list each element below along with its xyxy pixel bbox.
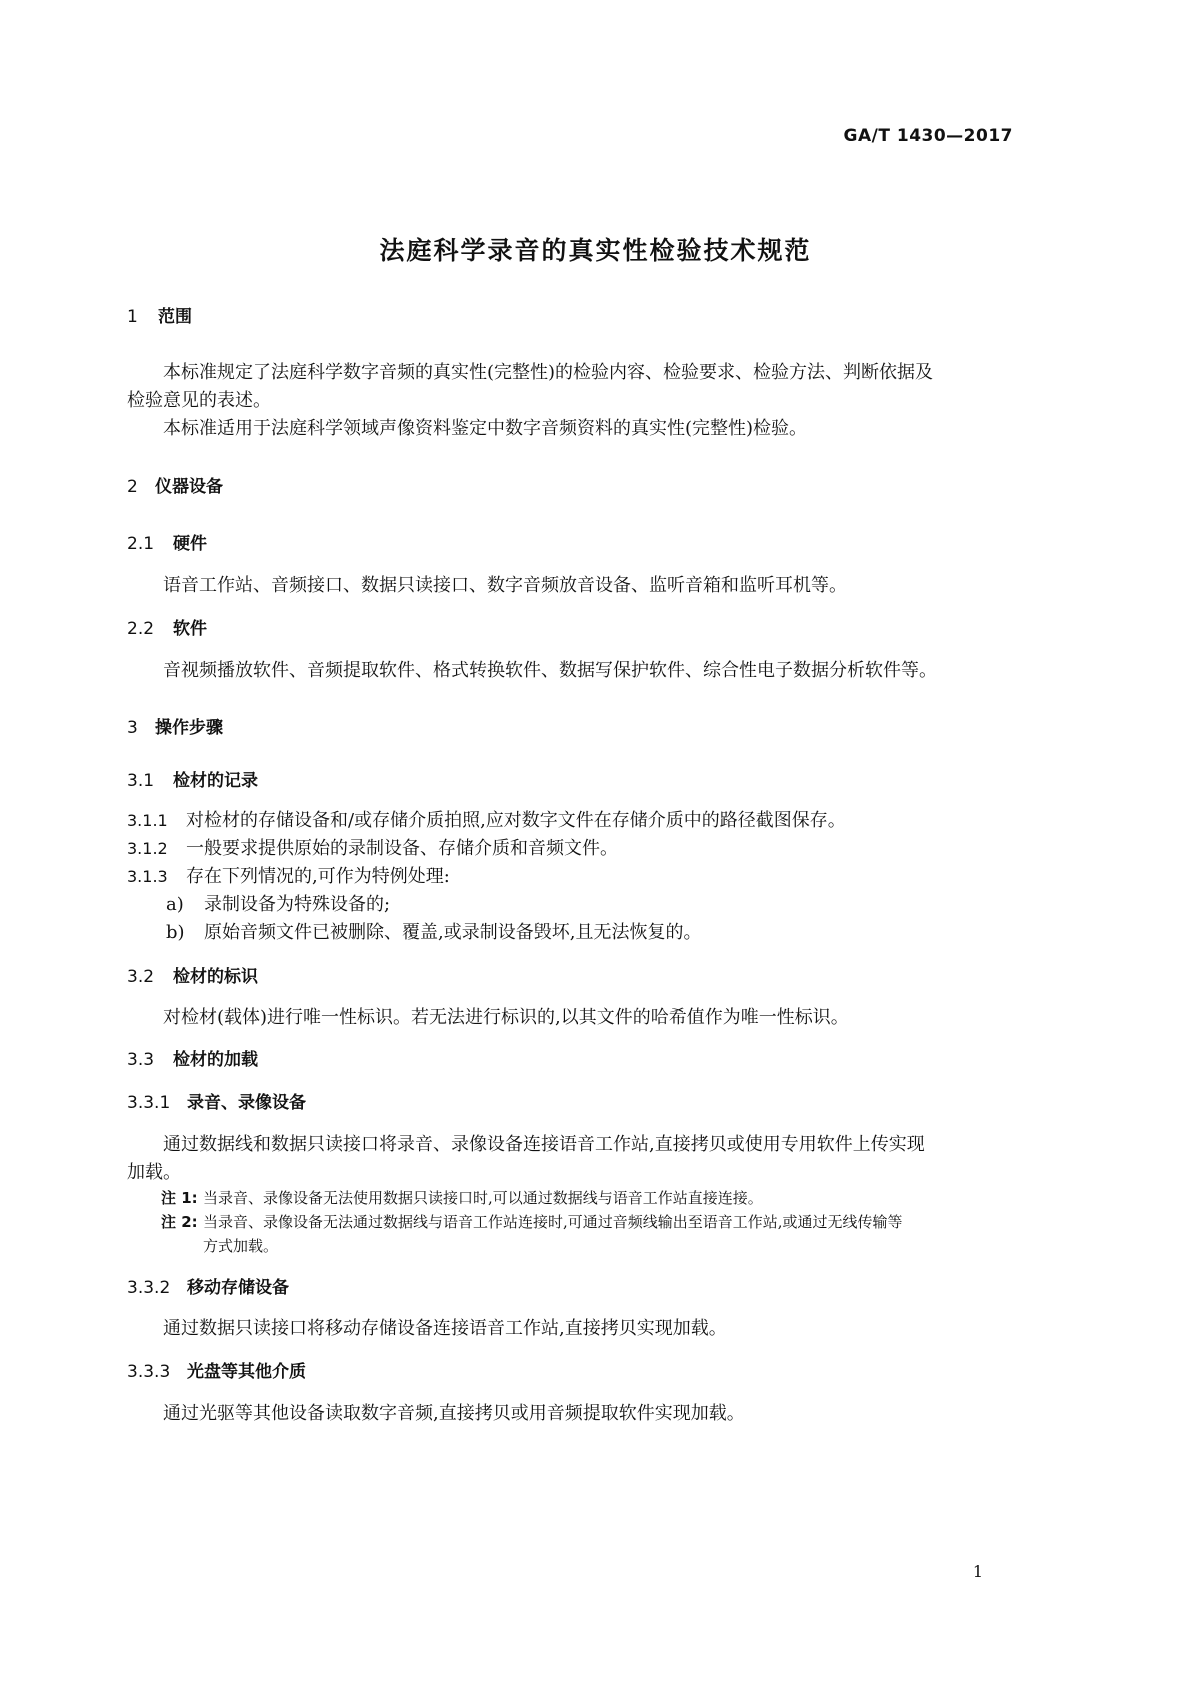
section-3-3-1-paragraph-line-1: 通过数据线和数据只读接口将录音、录像设备连接语音工作站,直接拷贝或使用专用软件上传实现 xyxy=(163,1134,925,1155)
standard-code: GA/T 1430—2017 xyxy=(843,126,1013,146)
section-3-2-heading: 3.2 检材的标识 xyxy=(127,967,258,987)
list-item-a: a) 录制设备为特殊设备的; xyxy=(166,894,391,915)
section-2-1-paragraph: 语音工作站、音频接口、数据只读接口、数字音频放音设备、监听音箱和监听耳机等。 xyxy=(163,575,847,596)
item-3-1-2: 3.1.2 一般要求提供原始的录制设备、存储介质和音频文件。 xyxy=(127,838,618,859)
item-3-1-1: 3.1.1 对检材的存储设备和/或存储介质拍照,应对数字文件在存储介质中的路径截图保存。 xyxy=(127,810,846,831)
section-3-3-1-heading: 3.3.1 录音、录像设备 xyxy=(127,1093,306,1113)
section-1-paragraph-1-line-2: 检验意见的表述。 xyxy=(127,390,271,411)
section-3-3-3-paragraph: 通过光驱等其他设备读取数字音频,直接拷贝或用音频提取软件实现加载。 xyxy=(163,1403,745,1424)
section-2-1-heading: 2.1 硬件 xyxy=(127,534,207,554)
section-2-heading: 2 仪器设备 xyxy=(127,477,223,497)
section-3-2-paragraph: 对检材(载体)进行唯一性标识。若无法进行标识的,以其文件的哈希值作为唯一性标识。 xyxy=(163,1007,849,1028)
section-3-3-2-heading: 3.3.2 移动存储设备 xyxy=(127,1278,289,1298)
note-2: 注 2: 当录音、录像设备无法通过数据线与语音工作站连接时,可通过音频线输出至语音工作站,或通过无线传输等 xyxy=(161,1213,903,1231)
section-3-3-2-paragraph: 通过数据只读接口将移动存储设备连接语音工作站,直接拷贝实现加载。 xyxy=(163,1318,727,1339)
list-item-b: b) 原始音频文件已被删除、覆盖,或录制设备毁坏,且无法恢复的。 xyxy=(166,922,702,943)
section-3-heading: 3 操作步骤 xyxy=(127,718,223,738)
note-2-continuation: 方式加载。 xyxy=(203,1237,279,1255)
section-3-3-3-heading: 3.3.3 光盘等其他介质 xyxy=(127,1362,306,1382)
section-1-paragraph-2: 本标准适用于法庭科学领域声像资料鉴定中数字音频资料的真实性(完整性)检验。 xyxy=(163,418,808,439)
page-number: 1 xyxy=(972,1562,983,1581)
section-3-3-1-paragraph-line-2: 加载。 xyxy=(127,1162,181,1183)
section-3-1-heading: 3.1 检材的记录 xyxy=(127,771,258,791)
section-1-paragraph-1-line-1: 本标准规定了法庭科学数字音频的真实性(完整性)的检验内容、检验要求、检验方法、判断依据及 xyxy=(163,362,934,383)
note-1: 注 1: 当录音、录像设备无法使用数据只读接口时,可以通过数据线与语音工作站直接连接。 xyxy=(161,1189,763,1207)
section-2-2-paragraph: 音视频播放软件、音频提取软件、格式转换软件、数据写保护软件、综合性电子数据分析软件等。 xyxy=(163,660,937,681)
section-2-2-heading: 2.2 软件 xyxy=(127,619,207,639)
item-3-1-3: 3.1.3 存在下列情况的,可作为特例处理: xyxy=(127,866,450,887)
document-title: 法庭科学录音的真实性检验技术规范 xyxy=(379,236,812,265)
section-3-3-heading: 3.3 检材的加载 xyxy=(127,1050,258,1070)
section-1-heading: 1 范围 xyxy=(127,307,192,327)
